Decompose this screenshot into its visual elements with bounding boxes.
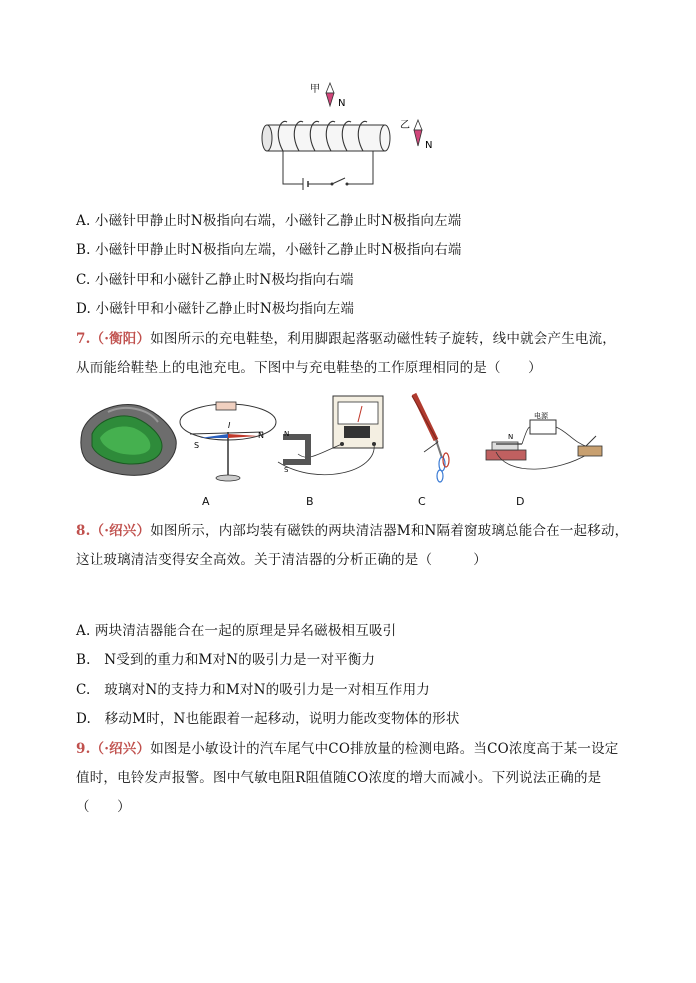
q6-option-b: B. 小磁针甲静止时N极指向左端，小磁针乙静止时N极指向右端 — [76, 242, 462, 258]
q7-line1 — [76, 330, 616, 348]
q7-label-a: A — [202, 495, 210, 508]
fig-a-i: I — [228, 421, 231, 430]
q7-label-b: B — [306, 495, 314, 508]
fig-a-s: S — [194, 441, 200, 450]
q9-line1 — [76, 740, 619, 758]
q9-line3: （ ） — [76, 799, 131, 815]
compass-needle-yi — [414, 120, 422, 146]
figure-d-motor — [486, 411, 602, 469]
q8-line1 — [76, 522, 628, 540]
fig-b-s: S — [284, 466, 289, 474]
fig-a-n: N — [258, 431, 264, 440]
figure-a-oersted — [180, 402, 276, 481]
q7-label-c: C — [418, 495, 426, 508]
q8-line2: 这让玻璃清洁变得安全高效。关于清洁器的分析正确的是（ ） — [76, 552, 487, 568]
q9-number: 9. — [76, 741, 91, 757]
charging-insole-image — [81, 404, 176, 475]
q8-text1: 如图所示，内部均装有磁铁的两块清洁器M和N隔着窗玻璃总能合在一起移动， — [150, 523, 629, 539]
q9-text1: 如图是小敏设计的汽车尾气中CO排放量的检测电路。当CO浓度高于某一设定 — [150, 741, 619, 757]
compass-needle-jia — [326, 83, 334, 106]
label-yi: 乙 — [400, 120, 410, 131]
figure-c-electromagnet — [412, 394, 449, 482]
q6-option-d: D. 小磁针甲和小磁针乙静止时N极均指向左端 — [76, 301, 355, 317]
q7-figures — [78, 392, 618, 492]
q8-number: 8. — [76, 523, 91, 539]
q7-line2: 从而能给鞋垫上的电池充电。下图中与充电鞋垫的工作原理相同的是（ ） — [76, 360, 542, 376]
q6-option-c: C. 小磁针甲和小磁针乙静止时N极均指向右端 — [76, 272, 354, 288]
q6-option-a: A. 小磁针甲静止时N极指向右端，小磁针乙静止时N极指向左端 — [76, 213, 462, 229]
figure-b-induction — [278, 396, 383, 475]
q9-source: （·绍兴） — [90, 741, 151, 757]
fig-d-power: 电源 — [534, 412, 548, 420]
q7-label-d: D — [516, 495, 525, 508]
q8-option-d: D. 移动M时，N也能跟着一起移动，说明力能改变物体的形状 — [76, 711, 460, 727]
label-n-yi: N — [425, 140, 433, 151]
q8-option-b: B. N受到的重力和M对N的吸引力是一对平衡力 — [76, 652, 376, 668]
q8-option-a: A. 两块清洁器能合在一起的原理是异名磁极相互吸引 — [76, 623, 397, 639]
q8-option-c: C. 玻璃对N的支持力和M对N的吸引力是一对相互作用力 — [76, 682, 430, 698]
label-jia: 甲 — [310, 84, 320, 95]
q9-line2: 值时，电铃发声报警。图中气敏电阻R阻值随CO浓度的增大而减小。下列说法正确的是 — [76, 770, 602, 786]
solenoid-figure — [255, 78, 445, 193]
label-n-jia: N — [338, 98, 346, 109]
fig-d-n: N — [508, 433, 514, 441]
q8-source: （·绍兴） — [90, 523, 151, 539]
q7-source: （·衡阳） — [90, 331, 151, 347]
q7-text1: 如图所示的充电鞋垫，利用脚跟起落驱动磁性转子旋转，线中就会产生电流， — [150, 331, 617, 347]
q7-number: 7. — [76, 331, 91, 347]
fig-b-n: N — [284, 430, 290, 438]
